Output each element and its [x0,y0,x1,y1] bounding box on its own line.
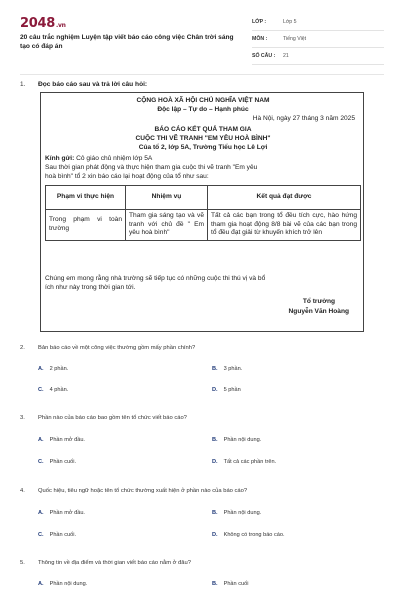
answer-option-a[interactable] [38,366,68,372]
table-header-cell: Kết quả đạt được [208,186,361,210]
option-letter: D. [212,387,218,393]
meta-value: Tiếng Việt [283,36,307,42]
meta-label: LỚP : [252,19,267,25]
report-motto: Độc lập – Tự do – Hạnh phúc [157,106,249,113]
answer-option-b[interactable] [212,437,261,443]
meta-panel [252,14,384,65]
option-text: 2 phần. [49,366,69,372]
option-text: 5 phần [223,387,241,393]
report-unit: Của tổ 2, lớp 5A, Trường Tiểu học Lê Lợi [138,144,268,151]
meta-row-count [252,48,384,65]
report-contest-title: CUỘC THI VẼ TRANH "EM YÊU HOÀ BÌNH" [135,135,271,142]
report-date: Hà Nội, ngày 27 tháng 3 năm 2025 [252,115,355,122]
site-logo[interactable] [20,16,66,31]
question-text: Phần nào của báo cáo bao gồm tên tổ chức viết báo cáo? [38,415,187,421]
recipient-text: Cô giáo chủ nhiệm lớp 5A [74,155,153,162]
table-row [46,210,361,241]
report-national-title: CỘNG HOÀ XÃ HỘI CHỦ NGHĨA VIỆT NAM [136,97,270,104]
option-letter: B. [212,437,218,443]
option-letter: B. [212,366,218,372]
option-letter: B. [212,581,218,587]
answer-option-d[interactable] [212,459,276,465]
option-letter: D. [212,532,218,538]
question-number: 5. [20,560,25,566]
question-number: 2. [20,345,25,351]
report-signer-name: Nguyễn Văn Hoàng [288,308,349,315]
option-text: Phần nội dung. [223,437,262,443]
question-number: 3. [20,415,25,421]
meta-row-subject [252,31,384,48]
table-cell: Tham gia sáng tạo và vẽ tranh với chủ đề " Em yêu hoà bình" [126,210,208,241]
question-number: 4. [20,488,25,494]
recipient-label: Kính gửi: [45,155,75,162]
table-cell: Trong phạm vi toàn trường [46,210,126,241]
answer-option-a[interactable] [38,437,85,443]
option-letter: C. [38,387,44,393]
report-title: BÁO CÁO KẾT QUẢ THAM GIA [154,126,252,133]
page-header [0,0,400,72]
option-text: Phần mở đầu. [49,510,85,516]
report-recipient [45,155,361,164]
option-letter: D. [212,459,218,465]
option-letter: A. [38,581,44,587]
option-text: Phần nội dung. [49,581,88,587]
report-closing-line-2: ích như này trong thời gian tới. [45,284,136,291]
question-number: 1. [20,81,26,88]
answer-option-a[interactable] [38,581,87,587]
header-divider [20,74,384,75]
answer-option-b[interactable] [212,510,261,516]
table-cell: Tất cả các bạn trong tổ đều tích cực, hào hứng tham gia hoạt động 8/8 bài vẽ của các bạn trong tổ đều đạt giải từ khuyến khích trở lên [208,210,361,241]
meta-label: MÔN : [252,36,268,42]
question-text: Thông tin về địa điểm và thời gian viết báo cáo nằm ở đâu? [38,560,191,566]
report-closing-line-1: Chúng em mong rằng nhà trường sẽ tiếp tục có những cuộc thi thú vị và bổ [45,275,266,282]
option-text: Tất cả các phần trên. [223,459,277,465]
option-letter: C. [38,459,44,465]
option-letter: B. [212,510,218,516]
report-intro-line-1: Sau thời gian phát động và thực hiện tham gia cuộc thi vẽ tranh "Em yêu [45,164,258,171]
report-signer-role: Tổ trưởng [302,298,335,305]
option-letter: A. [38,510,44,516]
logo-text: 2048 [20,16,55,31]
answer-option-d[interactable] [212,532,285,538]
option-text: 4 phần. [49,387,69,393]
answer-option-d[interactable] [212,387,241,393]
question-text: Bản báo cáo về một công việc thường gồm mấy phần chính? [38,345,196,351]
question-prompt: Đọc báo cáo sau và trả lời câu hỏi: [38,81,148,88]
option-letter: C. [38,532,44,538]
option-text: Phần cuối. [49,459,77,465]
option-text: Phần mở đầu. [49,437,85,443]
meta-value: 21 [283,53,289,59]
report-intro-line-2: hoà bình" tổ 2 xin báo cáo lại hoạt động của tổ như sau: [45,173,209,180]
meta-row-class [252,14,384,31]
option-text: 3 phần. [223,366,243,372]
option-text: Phần cuối [223,581,249,587]
report-table [45,185,361,241]
option-text: Không có trong báo cáo. [223,532,285,538]
page-title: 20 câu trắc nghiệm Luyện tập viết báo cáo công việc Chân trời sáng tạo có đáp án [20,34,234,50]
option-letter: A. [38,366,44,372]
question-text: Quốc hiệu, tiêu ngữ hoặc tên tổ chức thường xuất hiện ở phần nào của báo cáo? [38,488,248,494]
answer-option-c[interactable] [38,532,76,538]
answer-option-b[interactable] [212,581,248,587]
logo-suffix: .vn [55,22,66,29]
meta-value: Lớp 5 [283,19,297,25]
answer-option-c[interactable] [38,459,76,465]
report-box [40,92,364,332]
table-header-cell: Phạm vi thực hiện [46,186,126,210]
meta-label: SỐ CÂU : [252,53,276,59]
answer-option-c[interactable] [38,387,68,393]
option-text: Phần nội dung. [223,510,262,516]
answer-option-b[interactable] [212,366,242,372]
option-text: Phần cuối. [49,532,77,538]
table-header-cell: Nhiệm vụ [126,186,208,210]
option-letter: A. [38,437,44,443]
table-header-row [46,186,361,210]
answer-option-a[interactable] [38,510,85,516]
